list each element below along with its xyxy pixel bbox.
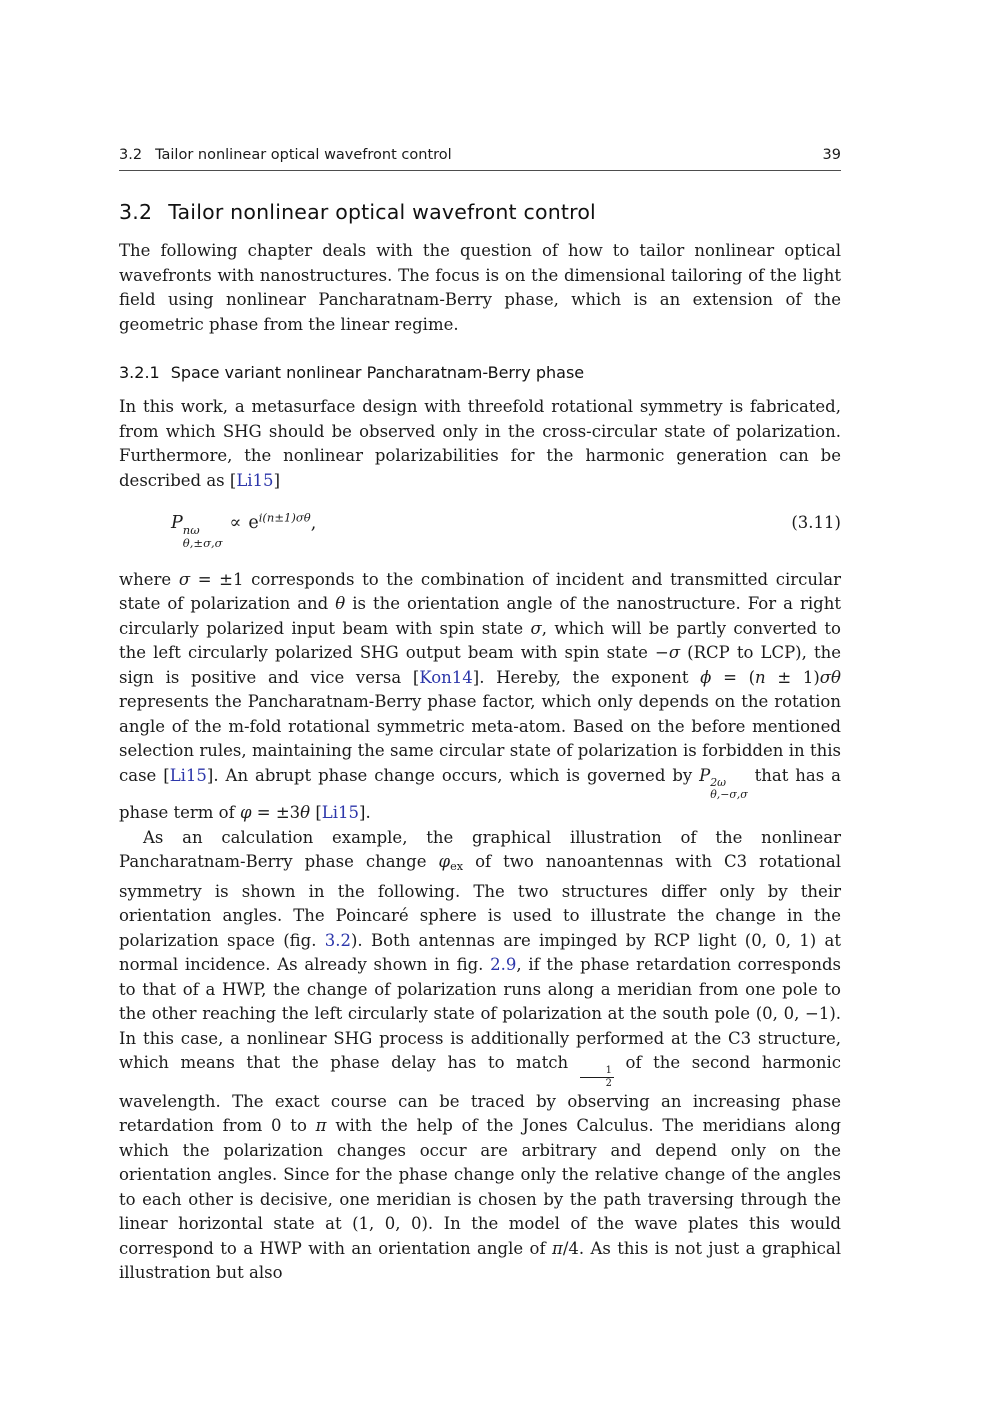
equation-rhs bbox=[248, 513, 310, 533]
text-segment: , if the phase retardation corresponds to that of a HWP, the change of polarization runs along a meridian from one pole to the other reaching the left circularly state of polarization at the south pole (0, 0, −1). In this case, a nonlinear SHG process is additionally performed at the C3 structure, which means that the phase delay has to match bbox=[119, 955, 842, 1073]
text-segment: that has a phase term of bbox=[119, 765, 841, 823]
equation-lhs-superscript: nω bbox=[182, 522, 200, 537]
paragraph-example bbox=[119, 826, 841, 1286]
figure-ref-3-2[interactable]: 3.2 bbox=[324, 930, 351, 950]
text-segment: of the second harmonic wavelength. The exact course can be traced by observing an increasing phase retardation from 0 to bbox=[119, 1053, 842, 1136]
text-segment: As an calculation example, the graphical illustration of the nonlinear Pancharatnam-Berry phase change bbox=[119, 827, 841, 872]
text-segment: σθ bbox=[819, 667, 841, 687]
citation-li15-3[interactable]: Li15 bbox=[321, 803, 360, 823]
paragraph-intro bbox=[119, 239, 841, 337]
text-segment: σ bbox=[178, 569, 191, 589]
text-segment: σ bbox=[668, 643, 681, 663]
text-segment: ϕ bbox=[700, 667, 712, 687]
text-segment: The following chapter deals with the question of how to tailor nonlinear optical wavefronts with nanostructures. The focus is on the dimensional tailoring of the light field using nonlinear Pancharatnam-Berry phase, which is an extension of the geometric phase from the linear regime. bbox=[119, 241, 841, 334]
equation-rhs-exponent: i(n±1)σθ bbox=[258, 511, 311, 525]
text-segment: φ bbox=[438, 852, 451, 872]
paragraph-polarizabilities bbox=[119, 395, 841, 493]
citation-li15-2[interactable]: Li15 bbox=[169, 765, 207, 785]
text-segment: ex bbox=[450, 860, 464, 874]
text-segment: ]. bbox=[359, 803, 371, 823]
text-segment: = ( bbox=[711, 667, 756, 687]
text-segment: (RCP to LCP), the sign is positive and vice versa [ bbox=[119, 643, 841, 687]
text-segment: /4. As this is not just a graphical illustration but also bbox=[119, 1238, 841, 1283]
proportional-to-symbol: ∝ bbox=[229, 513, 242, 534]
text-segment: [ bbox=[310, 803, 322, 823]
text-segment: σ bbox=[530, 618, 542, 638]
equation-lhs-base: P bbox=[171, 513, 183, 534]
text-segment: π bbox=[551, 1238, 563, 1258]
figure-ref-2-9[interactable]: 2.9 bbox=[490, 955, 517, 975]
equation-body bbox=[171, 511, 316, 550]
text-segment: ). Both antennas are impinged by RCP light (0, 0, 1) at normal incidence. As already shown in fig. bbox=[119, 930, 841, 975]
text-segment: ± 1) bbox=[765, 667, 820, 687]
subsection-heading bbox=[119, 363, 841, 382]
text-segment: π bbox=[315, 1116, 327, 1136]
equation-lhs-subscript: θ,±σ,σ bbox=[182, 535, 223, 550]
subsection-title-text: Space variant nonlinear Pancharatnam-Berry phase bbox=[170, 363, 585, 382]
text-segment: represents the Pancharatnam-Berry phase factor, which only depends on the rotation angle of the m-fold rotational symmetric meta-atom. Based on the before mentioned selection rules, maintaining the same circular state of polarization is forbidden in this case [ bbox=[119, 692, 841, 785]
text-segment: θ bbox=[300, 803, 311, 823]
page-number: 39 bbox=[822, 147, 841, 163]
text-segment: φ bbox=[239, 803, 252, 823]
text-segment: ]. An abrupt phase change occurs, which is governed by bbox=[206, 765, 700, 785]
page-content bbox=[119, 147, 841, 1286]
citation-li15-1[interactable]: Li15 bbox=[236, 470, 274, 490]
text-segment: of two nanoantennas with C3 rotational symmetry is shown in the following. The two structures differ only by their orientation angles. The Poincaré sphere is used to illustrate the change in the polarization space (fig. bbox=[119, 852, 841, 950]
paragraph-selection-rules bbox=[119, 568, 841, 826]
equation-lhs bbox=[171, 513, 223, 549]
running-header-title: Tailor nonlinear optical wavefront control bbox=[155, 147, 452, 163]
inline-math-polarizability: P 2ω θ,−σ,σ bbox=[699, 765, 748, 802]
text-segment: where bbox=[119, 569, 179, 589]
running-header-section-number: 3.2 bbox=[119, 147, 143, 163]
section-heading bbox=[119, 200, 841, 224]
equation-trailing-comma: , bbox=[310, 513, 317, 534]
citation-kon14[interactable]: Kon14 bbox=[419, 667, 473, 687]
equation-3-11 bbox=[119, 511, 841, 550]
text-segment: ]. Hereby, the exponent bbox=[472, 667, 701, 687]
running-header-left bbox=[119, 147, 452, 163]
text-segment: , which will be partly converted to the left circularly polarized SHG output beam with spin state − bbox=[119, 618, 841, 663]
equation-number: (3.11) bbox=[791, 513, 841, 533]
inline-fraction-one-half: $\frac{1}{2}$ bbox=[580, 1065, 614, 1090]
text-segment: n bbox=[755, 667, 766, 687]
text-segment: with the help of the Jones Calculus. The meridians along which the polarization changes occur are arbitrary and depend only on the orientation angles. Since for the phase change only the relative change of the angles to each other is decisive, one meridian is chosen by the path traversing through the linear horizontal state at (1, 0, 0). In the model of the wave plates this would correspond to a HWP with an orientation angle of bbox=[119, 1116, 841, 1258]
section-number: 3.2 bbox=[119, 200, 153, 224]
text-segment: In this work, a metasurface design with threefold rotational symmetry is fabricated, from which SHG should be observed only in the cross-circular state of polarization. Furthermore, the nonlinear polarizabilities for the harmonic generation can be described as [ bbox=[119, 397, 841, 490]
text-segment: ] bbox=[273, 470, 280, 490]
running-header bbox=[119, 147, 841, 171]
text-segment: = ±1 corresponds to the combination of incident and transmitted circular state of polarization and bbox=[119, 569, 841, 614]
equation-rhs-base: e bbox=[248, 513, 259, 534]
text-segment: is the orientation angle of the nanostructure. For a right circularly polarized input beam with spin state bbox=[119, 594, 842, 638]
text-segment: = ±3 bbox=[251, 803, 301, 823]
section-title-text: Tailor nonlinear optical wavefront control bbox=[168, 200, 596, 224]
text-segment: θ bbox=[335, 594, 346, 614]
subsection-number: 3.2.1 bbox=[119, 363, 160, 382]
